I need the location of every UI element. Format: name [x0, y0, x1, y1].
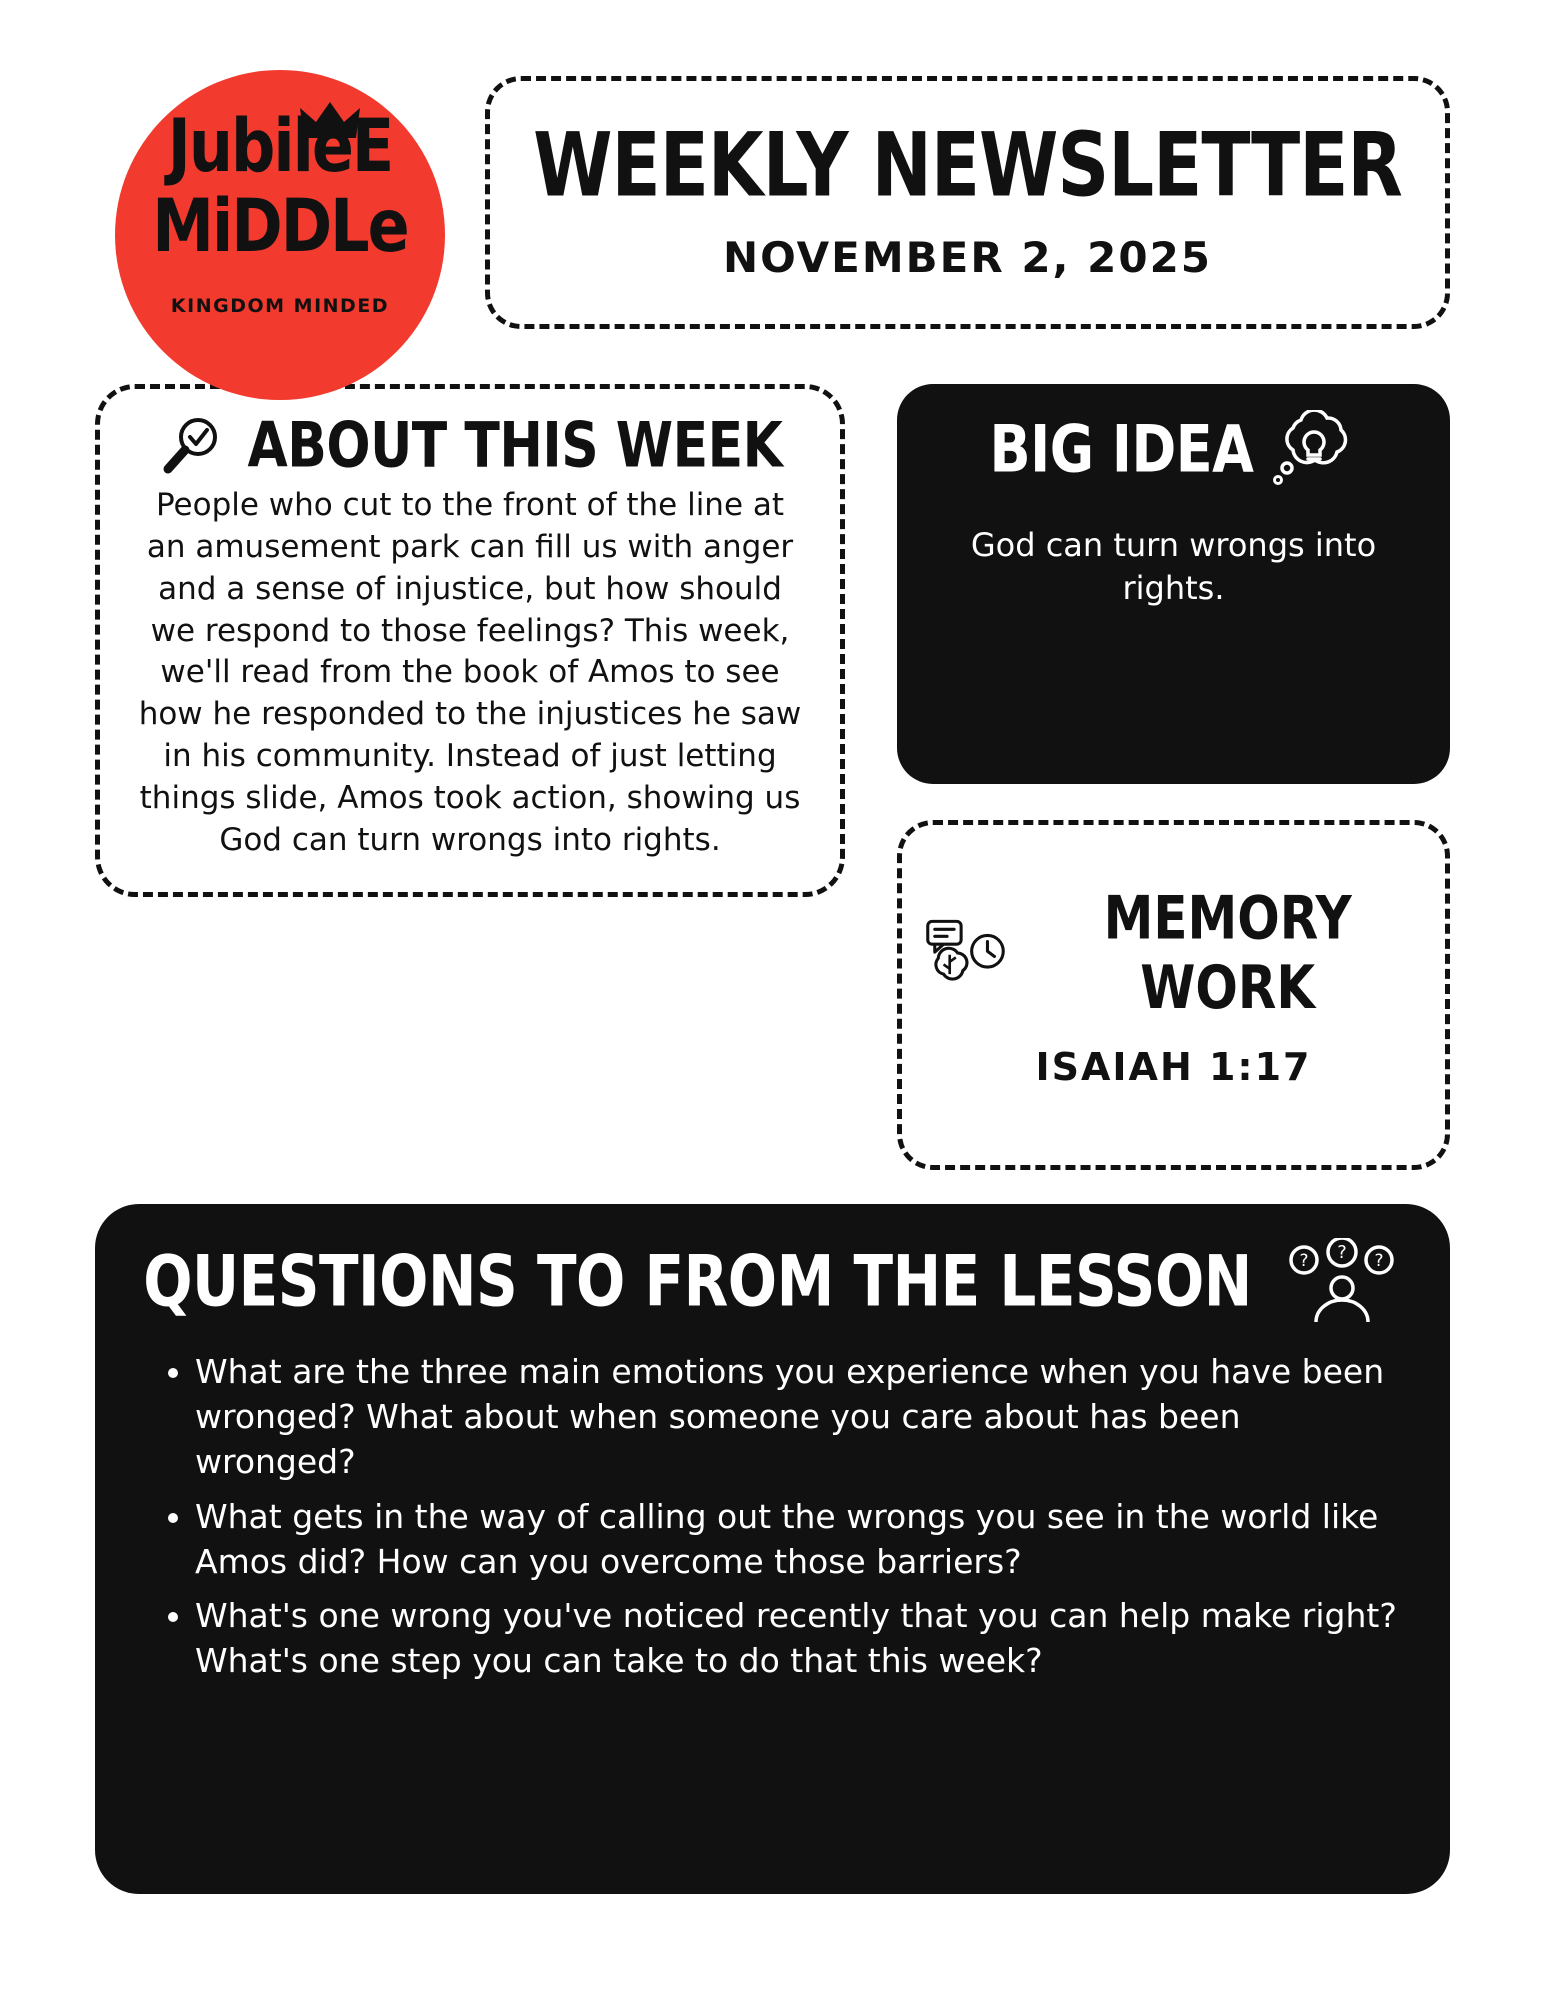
magnifier-check-icon	[158, 415, 226, 477]
questions-title: QUESTIONS TO FROM THE LESSON	[143, 1239, 1252, 1323]
questions-card	[95, 1204, 1450, 1894]
issue-date: NOVEMBER 2, 2025	[722, 233, 1213, 282]
list-item: • What gets in the way of calling out the wrongs you see in the world like Amos did? How can you overcome those barriers?	[195, 1495, 1406, 1585]
big-idea-card	[897, 384, 1450, 784]
list-item: • What are the three main emotions you experience when you have been wronged? What about when someone you care about has been wronged?	[195, 1350, 1406, 1485]
header	[95, 60, 1450, 360]
middle-row	[95, 384, 1450, 1170]
logo-line-1: JubileE	[167, 102, 393, 189]
about-title: ABOUT THIS WEEK	[247, 410, 783, 482]
memory-work-reference: ISAIAH 1:17	[1035, 1044, 1312, 1089]
page-title: WEEKLY NEWSLETTER	[533, 113, 1402, 217]
logo-line-2: MiDDLe	[152, 182, 408, 269]
memory-work-card	[897, 820, 1450, 1170]
svg-text:?: ?	[1337, 1242, 1347, 1263]
svg-text:?: ?	[1299, 1251, 1309, 1271]
memory-work-header	[926, 882, 1421, 1022]
big-idea-header	[927, 410, 1420, 488]
memory-work-title: MEMORY WORK	[1103, 882, 1352, 1022]
logo-wordmark	[115, 102, 445, 275]
logo-tagline: KINGDOM MINDED	[170, 295, 390, 317]
questions-list	[139, 1350, 1406, 1684]
svg-text:?: ?	[1374, 1251, 1384, 1271]
about-body: People who cut to the front of the line at an amusement park can fill us with anger and a sense of injustice, but how should we respond to those feelings? This week, we'll read from the book of Amos to see how he responded to the injustices he saw in his community. Instead of just letting things slide, Amos took action, showing us God can turn wrongs into rights.	[138, 487, 802, 858]
questions-header	[139, 1238, 1406, 1324]
big-idea-body: God can turn wrongs into rights.	[970, 526, 1377, 608]
lightbulb-thought-icon	[1271, 410, 1357, 488]
big-idea-title: BIG IDEA	[989, 411, 1254, 487]
logo	[95, 60, 455, 360]
about-this-week-card	[95, 384, 845, 897]
list-item: • What's one wrong you've noticed recently that you can help make right? What's one step you can take to do that this week?	[195, 1594, 1406, 1684]
people-questions-icon	[1282, 1238, 1402, 1324]
title-card	[485, 76, 1450, 329]
right-column	[897, 384, 1450, 1170]
about-header	[134, 410, 806, 482]
brain-clock-chat-icon	[926, 913, 1010, 993]
